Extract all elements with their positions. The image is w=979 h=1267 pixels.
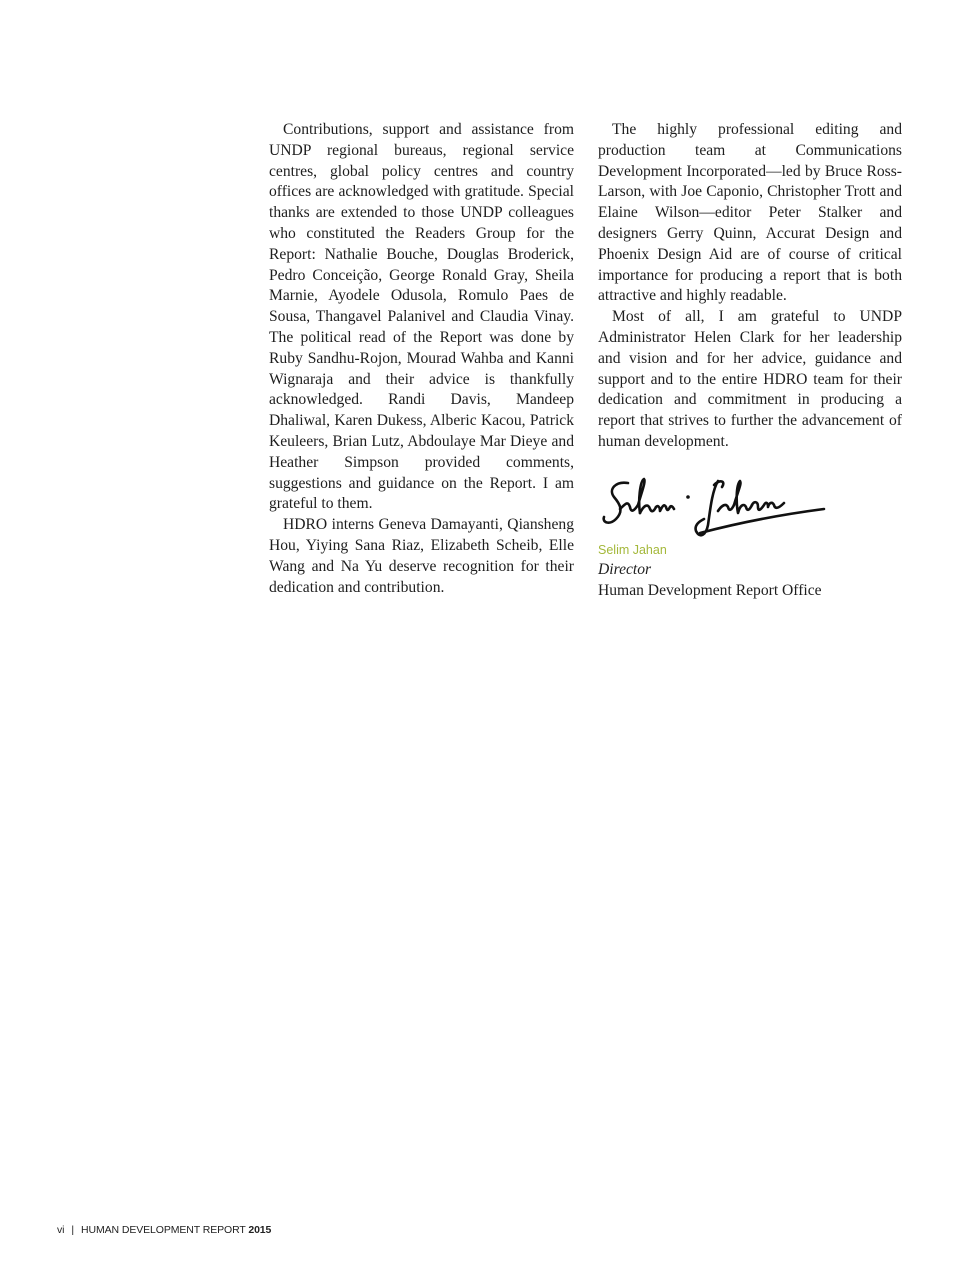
paragraph-contributions: Contributions, support and assistance from UNDP regional bureaus, regional service centres, global policy centres and country offices are acknowledged with gratitude. Special thanks are extended to those UNDP colleagues who constituted the Readers Group for the Report: Nathalie Bouche, Douglas Broderick, Pedro Conceição, George Ronald Gray, Sheila Marnie, Ayodele Odusola, Romulo Paes de Sousa, Thangavel Palanivel and Claudia Vinay. The political read of the Report was done by Ruby Sandhu-Rojon, Mourad Wahba and Kanni Wignaraja and their advice is thankfully acknowledged. Randi Davis, Mandeep Dhaliwal, Karen Dukess, Alberic Kacou, Patrick Keuleers, Brian Lutz, Abdoulaye Mar Dieye and Heather Simpson provided comments, suggestions and guidance on the Report. I am grateful to them. (269, 121, 574, 513)
paragraph-interns: HDRO interns Geneva Damayanti, Qiansheng Hou, Yiying Sana Riaz, Elizabeth Scheib, Elle Wang and Na Yu deserve recognition for their dedication and contribution. (269, 516, 574, 596)
signatory-office: Human Development Report Office (598, 581, 822, 599)
report-title: HUMAN DEVELOPMENT REPORT (81, 1224, 246, 1236)
right-column (598, 120, 902, 601)
page-footer (57, 1224, 271, 1236)
page-number: vi (57, 1224, 65, 1236)
report-year: 2015 (248, 1224, 272, 1236)
signatory-title: Director (598, 560, 652, 578)
signatory-name: Selim Jahan (598, 542, 667, 557)
paragraph-administrator: Most of all, I am grateful to UNDP Administrator Helen Clark for her leadership and vision and for her advice, guidance and support and to the entire HDRO team for their dedication and commitment in producing a report that strives to further the advancement of human development. (598, 308, 902, 450)
footer-separator: | (71, 1224, 75, 1236)
signature-block (598, 540, 902, 602)
handwritten-signature (598, 471, 838, 549)
left-column (269, 120, 574, 598)
paragraph-editing-team: The highly professional editing and production team at Communications Development Incorporated—led by Bruce Ross-Larson, with Joe Caponio, Christopher Trott and Elaine Wilson—editor Peter Stalker and designers Gerry Quinn, Accurat Design and Phoenix Design Aid are of course of critical importance for producing a report that is both attractive and highly readable. (598, 121, 902, 305)
